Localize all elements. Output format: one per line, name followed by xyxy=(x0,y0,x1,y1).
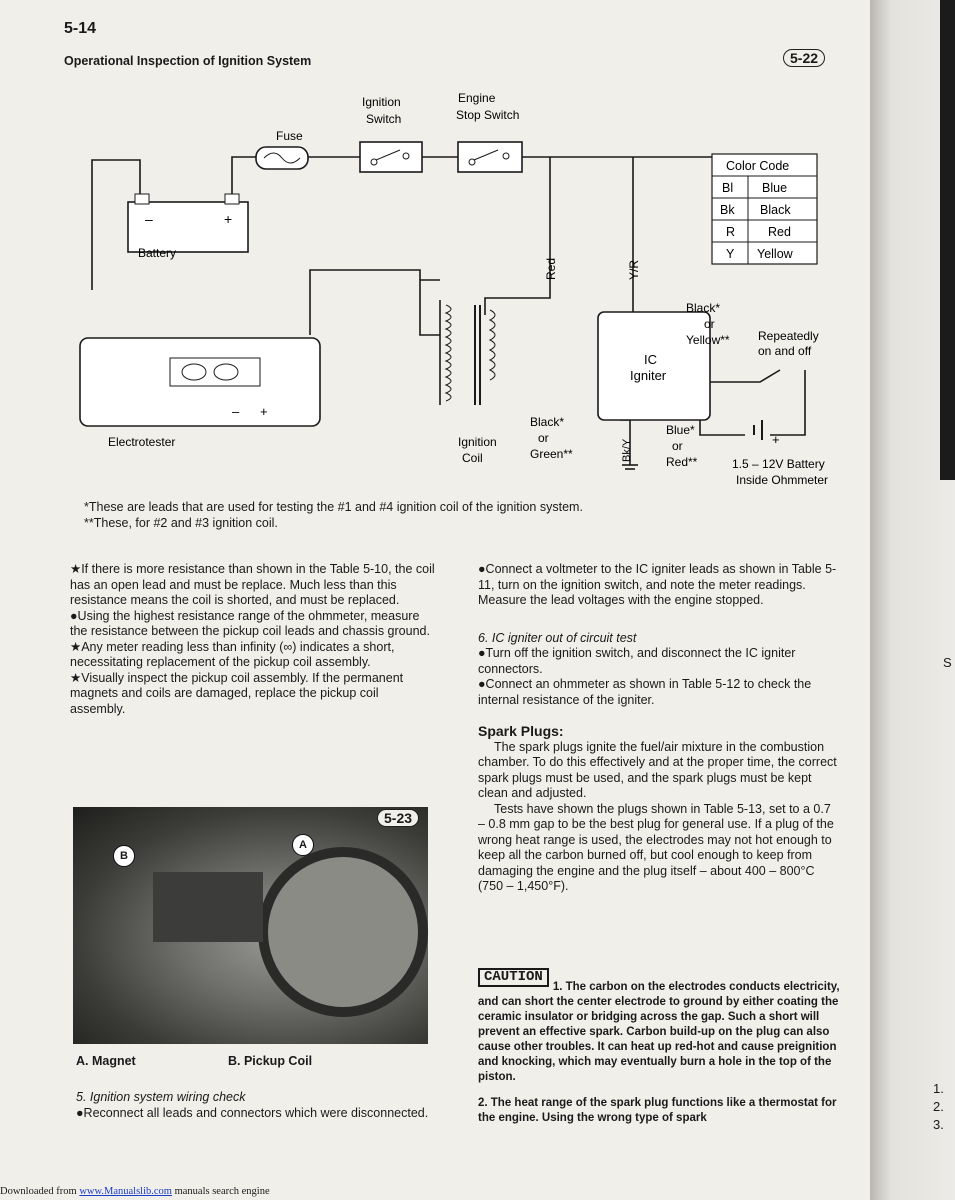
battery-minus: – xyxy=(145,211,153,227)
color-code-title: Color Code xyxy=(726,159,790,173)
lead-label-blue-red-1: Blue* xyxy=(666,423,695,437)
manualslib-link[interactable]: www.Manualslib.com xyxy=(79,1186,172,1197)
caution-block xyxy=(478,968,840,1138)
engine-stop-label-2: Stop Switch xyxy=(456,108,520,122)
margin-num-3: 3. xyxy=(933,1117,944,1132)
battery-label: Battery xyxy=(138,246,177,260)
ic-igniter-label-1: IC xyxy=(644,352,657,367)
caution-item-1: 1. The carbon on the electrodes conducts electricity, and can short the center electrode to ground by either coating the ceramic insulator or bridging across the gap. Such a short will prevent an effective spark. Carbon build-up on the plug can also cause other troubles. It can heat up red-hot and cause preignition and knocking, which may eventually burn a hole in the top of the piston. xyxy=(478,980,840,1083)
battery-ohmmeter-label-1: 1.5 – 12V Battery xyxy=(732,457,825,471)
battery-ohmmeter-label-2: Inside Ohmmeter xyxy=(736,473,829,487)
lead-label-blue-red-3: Red** xyxy=(666,455,698,469)
margin-num-1: 1. xyxy=(933,1081,944,1096)
photo-label-b: B xyxy=(113,845,135,867)
caution-label: CAUTION xyxy=(478,968,549,987)
wire-label-bky: Bk/Y xyxy=(621,438,633,462)
turn-off-para: ●Turn off the ignition switch, and disconnect the IC igniter connectors. xyxy=(478,646,796,676)
wiring-diagram xyxy=(60,90,860,490)
infinity-para: ★Any meter reading less than infinity (∞) indicates a short, necessitating replacement of the pickup coil assembly. xyxy=(70,639,395,669)
section-title: Operational Inspection of Ignition System xyxy=(64,54,312,68)
tester-minus: – xyxy=(232,404,240,419)
footer-suffix: manuals search engine xyxy=(171,1186,270,1197)
ic-igniter-label-2: Igniter xyxy=(630,368,667,383)
section-5-block xyxy=(76,1090,441,1121)
lead-label-black-green-2: or xyxy=(538,431,549,445)
repeatedly-label-2: on and off xyxy=(758,344,812,358)
cc-name: Yellow xyxy=(757,247,793,261)
pickup-coil-photo xyxy=(73,807,428,1044)
lead-label-black-yellow-3: Yellow** xyxy=(686,333,730,347)
page-number: 5-14 xyxy=(64,20,97,37)
diagram-notes xyxy=(84,500,804,531)
margin-s: S xyxy=(943,655,952,670)
note-2: **These, for #2 and #3 ignition coil. xyxy=(84,515,278,530)
engine-stop-label-1: Engine xyxy=(458,91,496,105)
cc-name: Red xyxy=(768,225,791,239)
repeatedly-label-1: Repeatedly xyxy=(758,329,819,343)
left-column-text xyxy=(70,562,435,717)
caption-pickup-coil: B. Pickup Coil xyxy=(228,1054,313,1068)
spark-plugs-heading: Spark Plugs: xyxy=(478,723,564,739)
voltmeter-para: ●Connect a voltmeter to the IC igniter leads as shown in Table 5-11, turn on the ignition switch, and note the meter readings. Measure the lead voltages with the engine stopped. xyxy=(478,562,837,607)
coil-resistance-para: ★If there is more resistance than shown in the Table 5-10, the coil has an open lead and must be replace. Much less than this resistance means the coil is shorted, and must be replaced. xyxy=(70,562,435,607)
caution-item-2: 2. The heat range of the spark plug functions like a thermostat for the engine. Using the wrong type of spark xyxy=(478,1097,837,1124)
battery-box xyxy=(128,202,248,252)
caption-magnet: A. Magnet xyxy=(76,1054,136,1068)
lead-label-black-yellow-2: or xyxy=(704,317,715,331)
pickup-coil-body xyxy=(153,872,263,942)
wire-label-yr: Y/R xyxy=(627,259,641,280)
cc-name: Black xyxy=(760,203,791,217)
inspect-pickup-para: ★Visually inspect the pickup coil assembly. If the permanent magnets and coils are damaged, replace the pickup coil assembly. xyxy=(70,670,404,716)
cc-name: Blue xyxy=(762,181,788,195)
cc-code: R xyxy=(726,225,736,239)
lead-label-blue-red-2: or xyxy=(672,439,683,453)
rotor-disc xyxy=(258,847,428,1017)
color-code-table xyxy=(712,154,817,264)
engine-stop-switch-symbol xyxy=(458,142,522,172)
lead-label-black-yellow-1: Black* xyxy=(686,301,721,315)
ohmmeter-para: ●Connect an ohmmeter as shown in Table 5-12 to check the internal resistance of the igniter. xyxy=(478,677,812,707)
ignition-switch-symbol xyxy=(360,142,422,172)
margin-num-2: 2. xyxy=(933,1099,944,1114)
ohmmeter-plus: + xyxy=(772,432,780,447)
ignition-switch-label-1: Ignition xyxy=(362,95,401,109)
cc-code: Y xyxy=(726,247,735,261)
fuse-label: Fuse xyxy=(276,129,303,143)
battery-plus: + xyxy=(224,211,233,227)
ignition-coil-symbol xyxy=(440,300,495,405)
spark-plugs-para-2: Tests have shown the plugs shown in Table 5-13, set to a 0.7 – 0.8 mm gap to be the best plug for general use. If a plug of the wrong heat range is used, the electrodes may not hot enough to keep all the carbon burned off, but cool enough to keep from damaging the engine and the plug itself – about 400 – 800°C (750 – 1,450°F). xyxy=(478,801,834,893)
section-5-heading: 5. Ignition system wiring check xyxy=(76,1090,246,1104)
next-page-edge xyxy=(940,0,955,480)
right-column-text xyxy=(478,562,840,895)
section-6-heading: 6. IC igniter out of circuit test xyxy=(478,630,637,645)
ignition-switch-label-2: Switch xyxy=(366,112,402,126)
cc-code: Bl xyxy=(722,181,734,195)
lead-label-black-green-1: Black* xyxy=(530,415,565,429)
lead-label-black-green-3: Green** xyxy=(530,447,573,461)
cc-code: Bk xyxy=(720,203,735,217)
section-5-text: ●Reconnect all leads and connectors which were disconnected. xyxy=(76,1105,429,1120)
footer-prefix: Downloaded from xyxy=(0,1186,80,1197)
tester-plus: + xyxy=(260,404,268,419)
spark-plugs-para-1: The spark plugs ignite the fuel/air mixture in the combustion chamber. To do this effectively and at the proper time, the correct spark plugs must be used, and the spark plugs must be kept clean and adjusted. xyxy=(478,739,837,800)
pickup-measure-para: ●Using the highest resistance range of the ohmmeter, measure the resistance between the pickup coil leads and chassis ground. xyxy=(70,608,430,638)
note-1: *These are leads that are used for testing the #1 and #4 ignition coil of the ignition system. xyxy=(84,500,583,514)
download-footer xyxy=(0,1186,270,1197)
electrotester-label: Electrotester xyxy=(108,435,176,449)
figure-ref-5-22: 5-22 xyxy=(783,49,825,67)
ignition-coil-label-2: Coil xyxy=(462,451,483,465)
ignition-coil-label-1: Ignition xyxy=(458,435,497,449)
figure-ref-5-23: 5-23 xyxy=(377,809,419,827)
photo-label-a: A xyxy=(292,834,314,856)
wire-label-red: Red xyxy=(544,257,558,280)
